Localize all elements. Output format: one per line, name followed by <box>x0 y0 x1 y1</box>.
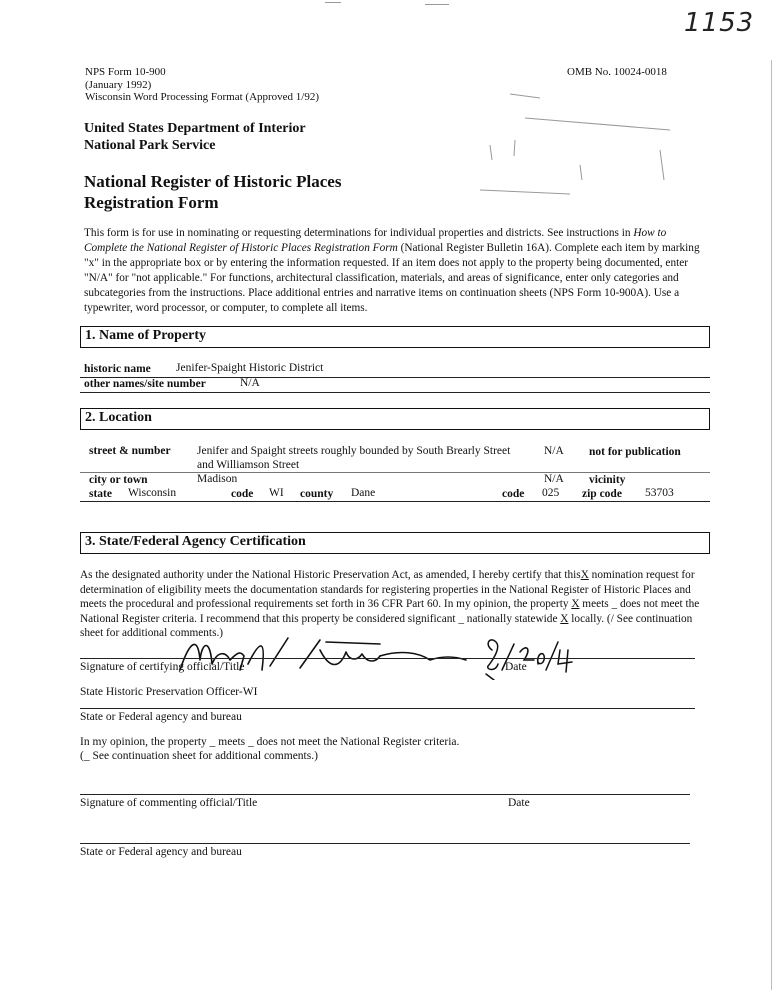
historic-name-label: historic name <box>84 363 151 375</box>
handwritten-number: 1153 <box>684 8 755 38</box>
street-value-line1: Jenifer and Spaight streets roughly bounded by South Brearly Street <box>197 445 511 457</box>
street-na: N/A <box>544 445 564 457</box>
cert-text-4: locally. ( <box>568 612 611 625</box>
cert-nomination-mark: X <box>580 569 589 581</box>
cert-continuation-mark: / <box>610 612 614 625</box>
agency-service: National Park Service <box>84 138 216 153</box>
cert-text-5: See continuation sheet for additional comments.) <box>80 612 693 639</box>
agency-name: United States Department of Interior <box>84 121 306 136</box>
cert-meets-mark: X <box>571 598 580 610</box>
section-1-title: 1. Name of Property <box>85 328 207 343</box>
state-code-value: WI <box>269 487 284 499</box>
zip-label: zip code <box>582 488 622 500</box>
instructions-text-1: This form is for use in nominating or requesting determinations for individual properties and districts. See instructions in <box>84 227 634 239</box>
city-label: city or town <box>89 474 148 486</box>
county-code-value: 025 <box>542 487 560 499</box>
state-label: state <box>89 488 112 500</box>
historic-name-value: Jenifer-Spaight Historic District <box>176 362 324 374</box>
faint-stamp <box>470 90 690 210</box>
county-value: Dane <box>351 487 376 499</box>
bureau-label: State or Federal agency and bureau <box>80 711 242 723</box>
officer-title: State Historic Preservation Officer-WI <box>80 686 258 698</box>
form-date: (January 1992) <box>85 79 152 91</box>
instructions-bulletin-title: How to Complete the National Register of Historic Places Registration Form <box>84 227 667 254</box>
county-label: county <box>300 488 334 500</box>
scan-mark <box>325 2 341 3</box>
state-rule <box>80 501 710 502</box>
street-label: street & number <box>89 445 171 457</box>
section-3-header <box>80 532 710 554</box>
signature-date-label: Date <box>505 661 527 673</box>
county-code-label: code <box>502 488 525 500</box>
section-3-title: 3. State/Federal Agency Certification <box>85 534 306 549</box>
opinion-line-2: (_ See continuation sheet for additional comments.) <box>80 750 318 762</box>
omb-number: OMB No. 10024-0018 <box>567 66 667 78</box>
section-2-header <box>80 408 710 430</box>
section-2-title: 2. Location <box>85 410 152 425</box>
cert-text-3: meets _ does not meet the National Register criteria. I recommend that this property be considered significant _ nationally statewide <box>80 598 700 625</box>
other-names-value: N/A <box>240 377 260 389</box>
street-rule <box>80 472 710 473</box>
state-value: Wisconsin <box>128 487 177 499</box>
city-value: Madison <box>197 473 238 485</box>
opinion-line-1: In my opinion, the property _ meets _ does not meet the National Register criteria. <box>80 736 460 748</box>
bureau2-rule <box>80 843 690 844</box>
vicinity-label: vicinity <box>589 474 626 486</box>
handwritten-date <box>480 630 580 680</box>
cert-text-1: As the designated authority under the National Historic Preservation Act, as amended, I hereby certify that this <box>80 569 581 581</box>
not-for-publication-label: not for publication <box>589 446 681 458</box>
signature-rule <box>80 658 695 659</box>
bureau-label-2: State or Federal agency and bureau <box>80 846 242 858</box>
street-value-line2: and Williamson Street <box>197 459 300 471</box>
city-na: N/A <box>544 473 564 485</box>
comment-signature-label: Signature of commenting official/Title <box>80 797 258 809</box>
scan-mark <box>425 4 449 5</box>
other-names-label: other names/site number <box>84 378 206 390</box>
comment-signature-rule <box>80 794 690 795</box>
signature-label: Signature of certifying official/Title <box>80 661 245 673</box>
form-subtitle: Registration Form <box>84 193 219 212</box>
zip-value: 53703 <box>645 487 674 499</box>
state-code-label: code <box>231 488 254 500</box>
section-1-header <box>80 326 710 348</box>
officer-rule <box>80 708 695 709</box>
form-format: Wisconsin Word Processing Format (Approved 1/92) <box>85 91 320 103</box>
cert-locally-mark: X <box>560 612 569 625</box>
instructions-paragraph <box>84 226 708 316</box>
cert-text-2: nomination request for determination of eligibility meets the documentation standards for registering properties in the National Register of Historic Places and meets the procedural and professional requirements set forth in 36 CFR Part 60. In my opinion, the property <box>80 569 695 610</box>
instructions-text-2: (National Register Bulletin 16A). Complete each item by marking "x" in the appropriate box or by entering the information requested. If an item does not apply to the property being documented, enter "N/A" for "not applicable." For functions, architectural classification, materials, and areas of significance, enter only categories and subcategories from the instructions. Place additional entries and narrative items on continuation sheets (NPS Form 10-900A). Use a typewriter, word processor, or computer, to complete all items. <box>84 242 700 314</box>
form-number: NPS Form 10-900 <box>85 66 166 78</box>
form-title: National Register of Historic Places <box>84 172 342 191</box>
scan-edge <box>771 60 772 990</box>
other-names-rule <box>80 392 710 393</box>
comment-date-label: Date <box>508 797 530 809</box>
